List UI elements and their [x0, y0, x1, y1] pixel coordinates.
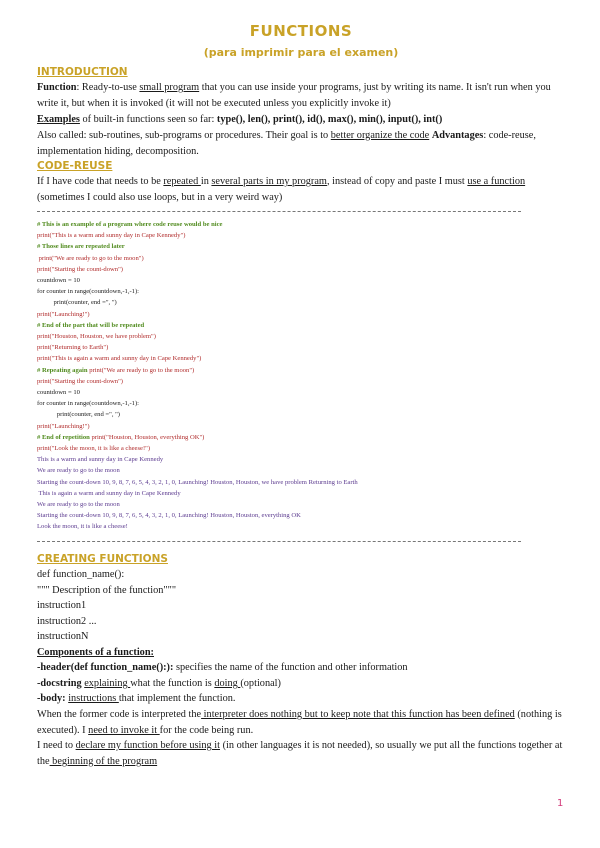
code-line [37, 477, 565, 488]
code-text: We are ready to go to the moon [37, 501, 120, 509]
text-underlined: better organize the code [330, 130, 430, 141]
code-text-rest: print("We are ready to go to the moon") [87, 366, 195, 374]
text: specifies the name of the function and other information [173, 662, 408, 673]
heading-creating-functions: CREATING FUNCTIONS [37, 553, 168, 565]
text: If I have code that needs to be [37, 176, 164, 187]
code-text: print("Look the moon, it is like a cheese!") [37, 445, 151, 453]
text-underlined: repeated [163, 176, 201, 187]
code-line [37, 219, 565, 230]
code-text: # Repeating again [37, 366, 88, 374]
code-text-rest: print("Houston, Houston, everything OK") [89, 433, 205, 441]
builtin-functions-list: type(), len(), print(), id(), max(), min(), input(), int() [216, 114, 443, 125]
text-underlined: declare my function before using it [75, 740, 221, 751]
code-text: for counter in range(countdown,-1,-1): [37, 400, 139, 408]
syntax-line: instruction1 [37, 600, 87, 611]
function-syntax-list [37, 567, 565, 645]
code-line [37, 443, 565, 454]
intro-paragraph-examples [37, 112, 565, 128]
term-examples: Examples [37, 114, 80, 125]
code-text: print("This is again a warm and sunny day in Cape Kennedy") [37, 355, 202, 363]
component-header [37, 660, 565, 676]
code-line [37, 488, 565, 499]
code-text: Look the moon, it is like a cheese! [37, 523, 128, 531]
code-text: print("Launching!") [37, 422, 90, 430]
syntax-line: def function_name(): [37, 569, 125, 580]
code-text: countdown = 10 [37, 389, 80, 397]
code-text: # Those lines are repeated later [37, 243, 125, 251]
text: in [200, 176, 212, 187]
declare-paragraph [37, 738, 565, 770]
code-line [37, 297, 565, 308]
interpreter-paragraph [37, 707, 565, 739]
code-line [37, 398, 565, 409]
text: what the function is [130, 678, 215, 689]
text-underlined: several parts in my program [211, 176, 327, 187]
code-line [37, 353, 565, 364]
text: Also called: sub-routines, sub-programs or procedures. Their goal is to [37, 130, 331, 141]
code-text: # End of repetition [37, 433, 90, 441]
text-underlined: explaining [84, 678, 131, 689]
text: (sometimes I could also use loops, but in a very weird way) [37, 192, 283, 203]
code-line [37, 241, 565, 252]
text: for the code being run. [159, 725, 254, 736]
code-text: print("Starting the count-down") [37, 377, 123, 385]
text: , instead of copy and paste I must [326, 176, 468, 187]
term-function: Function [37, 82, 77, 93]
term-header: -header(def function_name():): [37, 662, 174, 673]
code-line [37, 432, 565, 443]
text-underlined: interpreter does nothing but to keep note that this function has been defined [201, 709, 515, 720]
text-underlined: small program [139, 82, 200, 93]
code-text: print(counter, end =", ") [37, 299, 117, 307]
code-line [37, 521, 565, 532]
text: I need to [37, 740, 76, 751]
code-text: # End of the part that will be repeated [37, 321, 145, 329]
text-underlined: instructions [68, 693, 119, 704]
page-number: 1 [557, 798, 564, 809]
code-line [37, 387, 565, 398]
text-underlined: use a function [467, 176, 526, 187]
code-line [37, 264, 565, 275]
term-body: -body: [37, 693, 66, 704]
text: : code-reuse, implementation hiding, decomposition. [37, 130, 536, 157]
text-underlined: beginning of the program [49, 756, 158, 767]
code-line [37, 365, 565, 376]
code-line [37, 499, 565, 510]
intro-paragraph-also-called [37, 128, 565, 160]
code-line [37, 230, 565, 241]
component-docstring [37, 676, 565, 692]
component-body [37, 691, 565, 707]
text: (nothing is executed). I [37, 709, 562, 736]
divider-top [37, 211, 521, 212]
code-text: print("Houston, Houston, we have problem") [37, 333, 156, 341]
text: (in other languages it is not needed), so usually we put all the functions together at the [37, 740, 563, 767]
page-title: FUNCTIONS [249, 22, 353, 40]
code-text: countdown = 10 [37, 277, 80, 285]
text: : Ready-to-use [76, 82, 140, 93]
text-underlined: need to invoke it [88, 725, 160, 736]
text: of built-in functions seen so far: [79, 114, 217, 125]
code-line [37, 342, 565, 353]
code-text: for counter in range(countdown,-1,-1): [37, 288, 139, 296]
code-line [37, 320, 565, 331]
code-line [37, 275, 565, 286]
code-line [37, 309, 565, 320]
divider-bottom [37, 541, 521, 542]
code-line [37, 286, 565, 297]
page-subtitle: (para imprimir para el examen) [203, 46, 399, 59]
text: When the former code is interpreted the [37, 709, 202, 720]
code-example-block [37, 219, 565, 533]
code-text: print("Returning to Earth") [37, 344, 109, 352]
code-line [37, 510, 565, 521]
reuse-paragraph [37, 174, 565, 206]
code-line [37, 253, 565, 264]
code-text: print("Starting the count-down") [37, 265, 123, 273]
syntax-line: """ Description of the function""" [37, 584, 177, 596]
code-text: print("This is a warm and sunny day in Cape Kennedy") [37, 232, 186, 240]
code-line [37, 376, 565, 387]
code-line [37, 331, 565, 342]
term-advantages: Advantages [431, 130, 484, 141]
text-underlined: doing [214, 678, 241, 689]
components-heading [37, 645, 565, 661]
code-text: print("We are ready to go to the moon") [37, 254, 144, 262]
code-line [37, 421, 565, 432]
code-line [37, 454, 565, 465]
term-docstring: -docstring [37, 678, 82, 689]
code-text: Starting the count-down 10, 9, 8, 7, 6, 5, 4, 3, 2, 1, 0, Launching! Houston, Houston, we have problem Returning to Earth [37, 478, 358, 486]
text: (optional) [240, 678, 281, 689]
text: that you can use inside your programs, just by writing its name. It isn't run when you write it, but when it is invoked (it will not be executed unless you explicitly invoke it) [37, 82, 551, 109]
code-text: # This is an example of a program where code reuse would be nice [37, 221, 223, 228]
code-line [37, 465, 565, 476]
heading-code-reuse: CODE-REUSE [37, 160, 113, 172]
code-line [37, 409, 565, 420]
intro-paragraph-function [37, 80, 565, 112]
code-text: This is a warm and sunny day in Cape Kennedy [37, 456, 164, 464]
code-text: print(counter, end =", ") [37, 411, 120, 419]
code-text: Starting the count-down 10, 9, 8, 7, 6, 5, 4, 3, 2, 1, 0, Launching! Houston, Houston, everything OK [37, 512, 301, 520]
syntax-line: instructionN [37, 631, 89, 642]
syntax-line: instruction2 ... [37, 615, 97, 627]
code-text: This is again a warm and sunny day in Cape Kennedy [37, 489, 181, 497]
heading-introduction: INTRODUCTION [37, 66, 128, 78]
code-text: print("Launching!") [37, 310, 90, 318]
text: that implement the function. [118, 693, 236, 704]
components-title: Components of a function: [37, 647, 154, 658]
code-text: We are ready to go to the moon [37, 467, 120, 475]
